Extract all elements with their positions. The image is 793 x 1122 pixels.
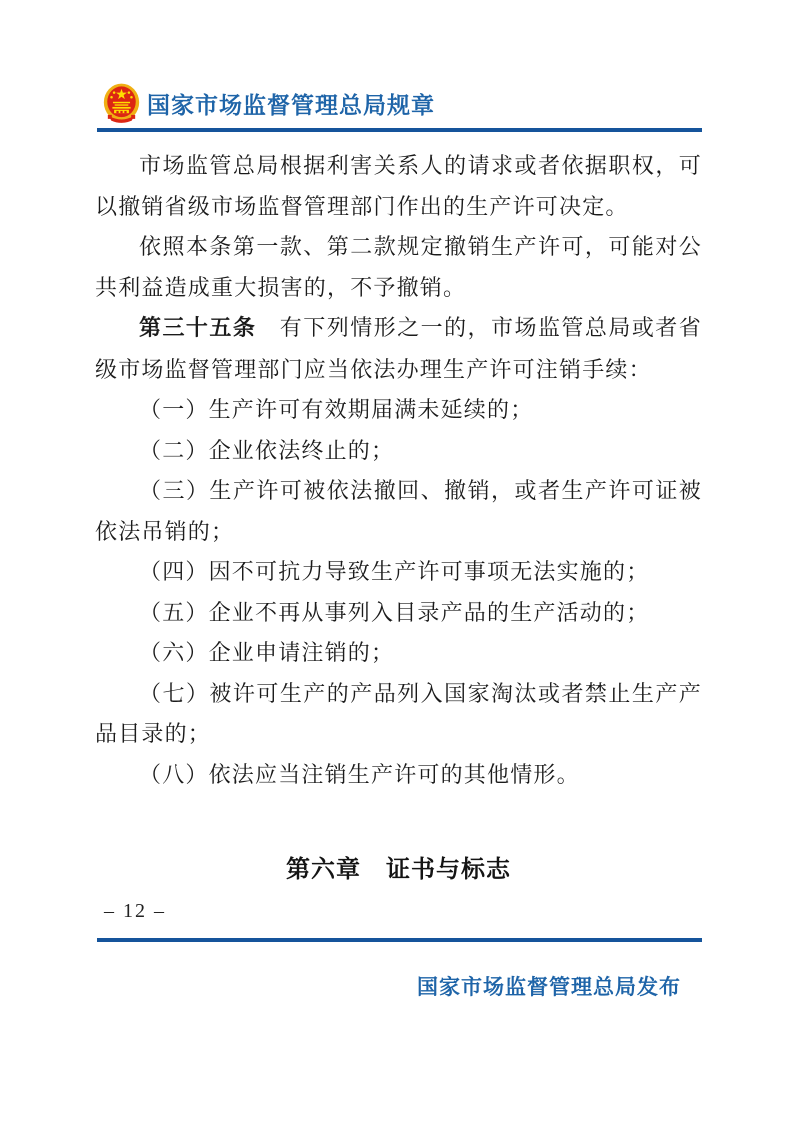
page-header-title: 国家市场监督管理总局规章 [147, 93, 435, 119]
list-item: （八）依法应当注销生产许可的其他情形。 [139, 761, 580, 787]
list-item: （二）企业依法终止的； [139, 437, 395, 463]
list-item: （三）生产许可被依法撤回、撤销，或者生产许可证被依法吊销的； [95, 478, 702, 544]
paragraph: 市场监管总局根据利害关系人的请求或者依据职权，可以撤销省级市场监督管理部门作出的生产许可决定。 [95, 153, 702, 219]
paragraph: 依照本条第一款、第二款规定撤销生产许可，可能对公共利益造成重大损害的，不予撤销。 [95, 234, 702, 300]
article-number: 第三十五条 [139, 316, 257, 341]
list-item: （四）因不可抗力导致生产许可事项无法实施的； [139, 559, 650, 584]
page-number: – 12 – [104, 900, 166, 922]
article-35-paragraph [95, 308, 702, 390]
list-item: （一）生产许可有效期届满未延续的； [139, 397, 534, 422]
document-body [95, 146, 702, 795]
footer-rule [97, 938, 702, 942]
list-item: （六）企业申请注销的； [139, 640, 395, 665]
article-text: 有下列情形之一的，市场监管总局或者省级市场监督管理部门应当依法办理生产许可注销手续： [95, 315, 702, 382]
china-national-emblem-icon [103, 83, 140, 124]
page-header [103, 83, 435, 124]
chapter-heading: 第六章 证书与标志 [286, 855, 511, 883]
header-rule [97, 128, 702, 132]
publisher-line: 国家市场监督管理总局发布 [417, 975, 681, 999]
list-item: （七）被许可生产的产品列入国家淘汰或者禁止生产产品目录的； [95, 680, 702, 746]
list-item: （五）企业不再从事列入目录产品的生产活动的； [139, 599, 650, 625]
